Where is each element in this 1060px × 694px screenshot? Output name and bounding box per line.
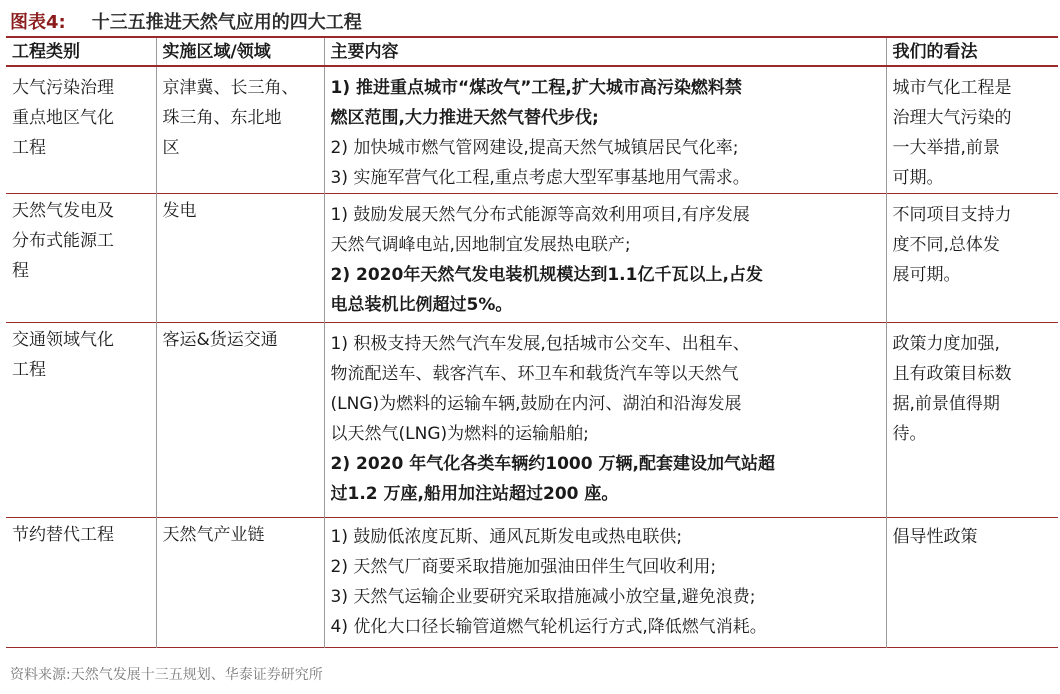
- content-cell: [324, 323, 886, 518]
- opinion-cell: [886, 518, 1058, 648]
- content-line: 2) 天然气厂商要采取措施加强油田伴生气回收利用;: [330, 557, 717, 577]
- opinion-line: 可期。: [892, 168, 944, 188]
- opinion-cell: [886, 194, 1058, 323]
- table-row: [6, 518, 1058, 648]
- opinion-line: 城市气化工程是: [892, 78, 1012, 98]
- header-opinion: 我们的看法: [886, 38, 1058, 66]
- content-line: 1) 推进重点城市“煤改气”工程,扩大城市高污染燃料禁: [330, 78, 742, 98]
- content-line: 1) 积极支持天然气汽车发展,包括城市公交车、出租车、: [330, 334, 750, 354]
- content-line: 以天然气(LNG)为燃料的运输船舶;: [330, 424, 589, 444]
- category-line: 大气污染治理: [12, 78, 114, 98]
- opinion-line: 展可期。: [892, 265, 961, 285]
- opinion-line: 倡导性政策: [892, 527, 978, 547]
- region-line: 区: [162, 138, 180, 158]
- category-line: 分布式能源工: [12, 231, 114, 251]
- figure-label: 图表4:: [10, 12, 66, 33]
- opinion-line: 治理大气污染的: [892, 108, 1012, 128]
- content-line: 电总装机比例超过5%。: [330, 295, 513, 315]
- content-line: 过1.2 万座,船用加注站超过200 座。: [330, 484, 619, 504]
- source-note: 资料来源:天然气发展十三五规划、华泰证券研究所: [10, 667, 323, 683]
- category-cell: [6, 518, 156, 648]
- region-cell: [156, 518, 324, 648]
- content-line: 3) 天然气运输企业要研究采取措施减小放空量,避免浪费;: [330, 587, 756, 607]
- table-row: [6, 66, 1058, 194]
- category-line: 工程: [12, 360, 46, 380]
- content-cell: [324, 66, 886, 194]
- region-cell: [156, 66, 324, 194]
- region-cell: [156, 323, 324, 518]
- region-line: 珠三角、东北地: [162, 108, 282, 128]
- category-line: 节约替代工程: [12, 525, 114, 545]
- content-cell: [324, 194, 886, 323]
- category-cell: [6, 194, 156, 323]
- projects-table: [6, 38, 1058, 648]
- opinion-line: 政策力度加强,: [892, 334, 1000, 354]
- content-line: 3) 实施军营气化工程,重点考虑大型军事基地用气需求。: [330, 168, 750, 188]
- header-content: 主要内容: [324, 38, 886, 66]
- category-line: 工程: [12, 138, 46, 158]
- opinion-line: 不同项目支持力: [892, 205, 1012, 225]
- header-category: 工程类别: [6, 38, 156, 66]
- content-line: 2) 加快城市燃气管网建设,提高天然气城镇居民气化率;: [330, 138, 739, 158]
- table-header-row: [6, 38, 1058, 66]
- region-line: 客运&货运交通: [162, 330, 278, 350]
- content-line: 2) 2020年天然气发电装机规模达到1.1亿千瓦以上,占发: [330, 265, 763, 285]
- category-line: 天然气发电及: [12, 201, 114, 221]
- content-cell: [324, 518, 886, 648]
- region-line: 发电: [162, 201, 197, 221]
- opinion-line: 据,前景值得期: [892, 394, 1000, 414]
- region-line: 天然气产业链: [162, 525, 265, 545]
- content-line: 4) 优化大口径长输管道燃气轮机运行方式,降低燃气消耗。: [330, 617, 767, 637]
- content-line: 燃区范围,大力推进天然气替代步伐;: [330, 108, 599, 128]
- opinion-line: 待。: [892, 424, 927, 444]
- table-row: [6, 323, 1058, 518]
- opinion-line: 度不同,总体发: [892, 235, 1000, 255]
- opinion-cell: [886, 323, 1058, 518]
- category-line: 重点地区气化: [12, 108, 114, 128]
- category-cell: [6, 66, 156, 194]
- category-line: 程: [12, 261, 29, 281]
- opinion-cell: [886, 66, 1058, 194]
- table-row: [6, 194, 1058, 323]
- category-line: 交通领域气化: [12, 330, 114, 350]
- figure-title-row: [10, 8, 362, 34]
- category-cell: [6, 323, 156, 518]
- content-line: (LNG)为燃料的运输车辆,鼓励在内河、湖泊和沿海发展: [330, 394, 742, 414]
- content-line: 1) 鼓励低浓度瓦斯、通风瓦斯发电或热电联供;: [330, 527, 683, 547]
- region-line: 京津冀、长三角、: [162, 78, 299, 98]
- region-cell: [156, 194, 324, 323]
- content-line: 物流配送车、载客汽车、环卫车和载货汽车等以天然气: [330, 364, 739, 384]
- content-line: 天然气调峰电站,因地制宜发展热电联产;: [330, 235, 631, 255]
- content-line: 1) 鼓励发展天然气分布式能源等高效利用项目,有序发展: [330, 205, 750, 225]
- figure-title: 十三五推进天然气应用的四大工程: [91, 12, 362, 33]
- content-line: 2) 2020 年气化各类车辆约1000 万辆,配套建设加气站超: [330, 454, 775, 474]
- header-region: 实施区域/领域: [156, 38, 324, 66]
- opinion-line: 且有政策目标数: [892, 364, 1012, 384]
- opinion-line: 一大举措,前景: [892, 138, 1000, 158]
